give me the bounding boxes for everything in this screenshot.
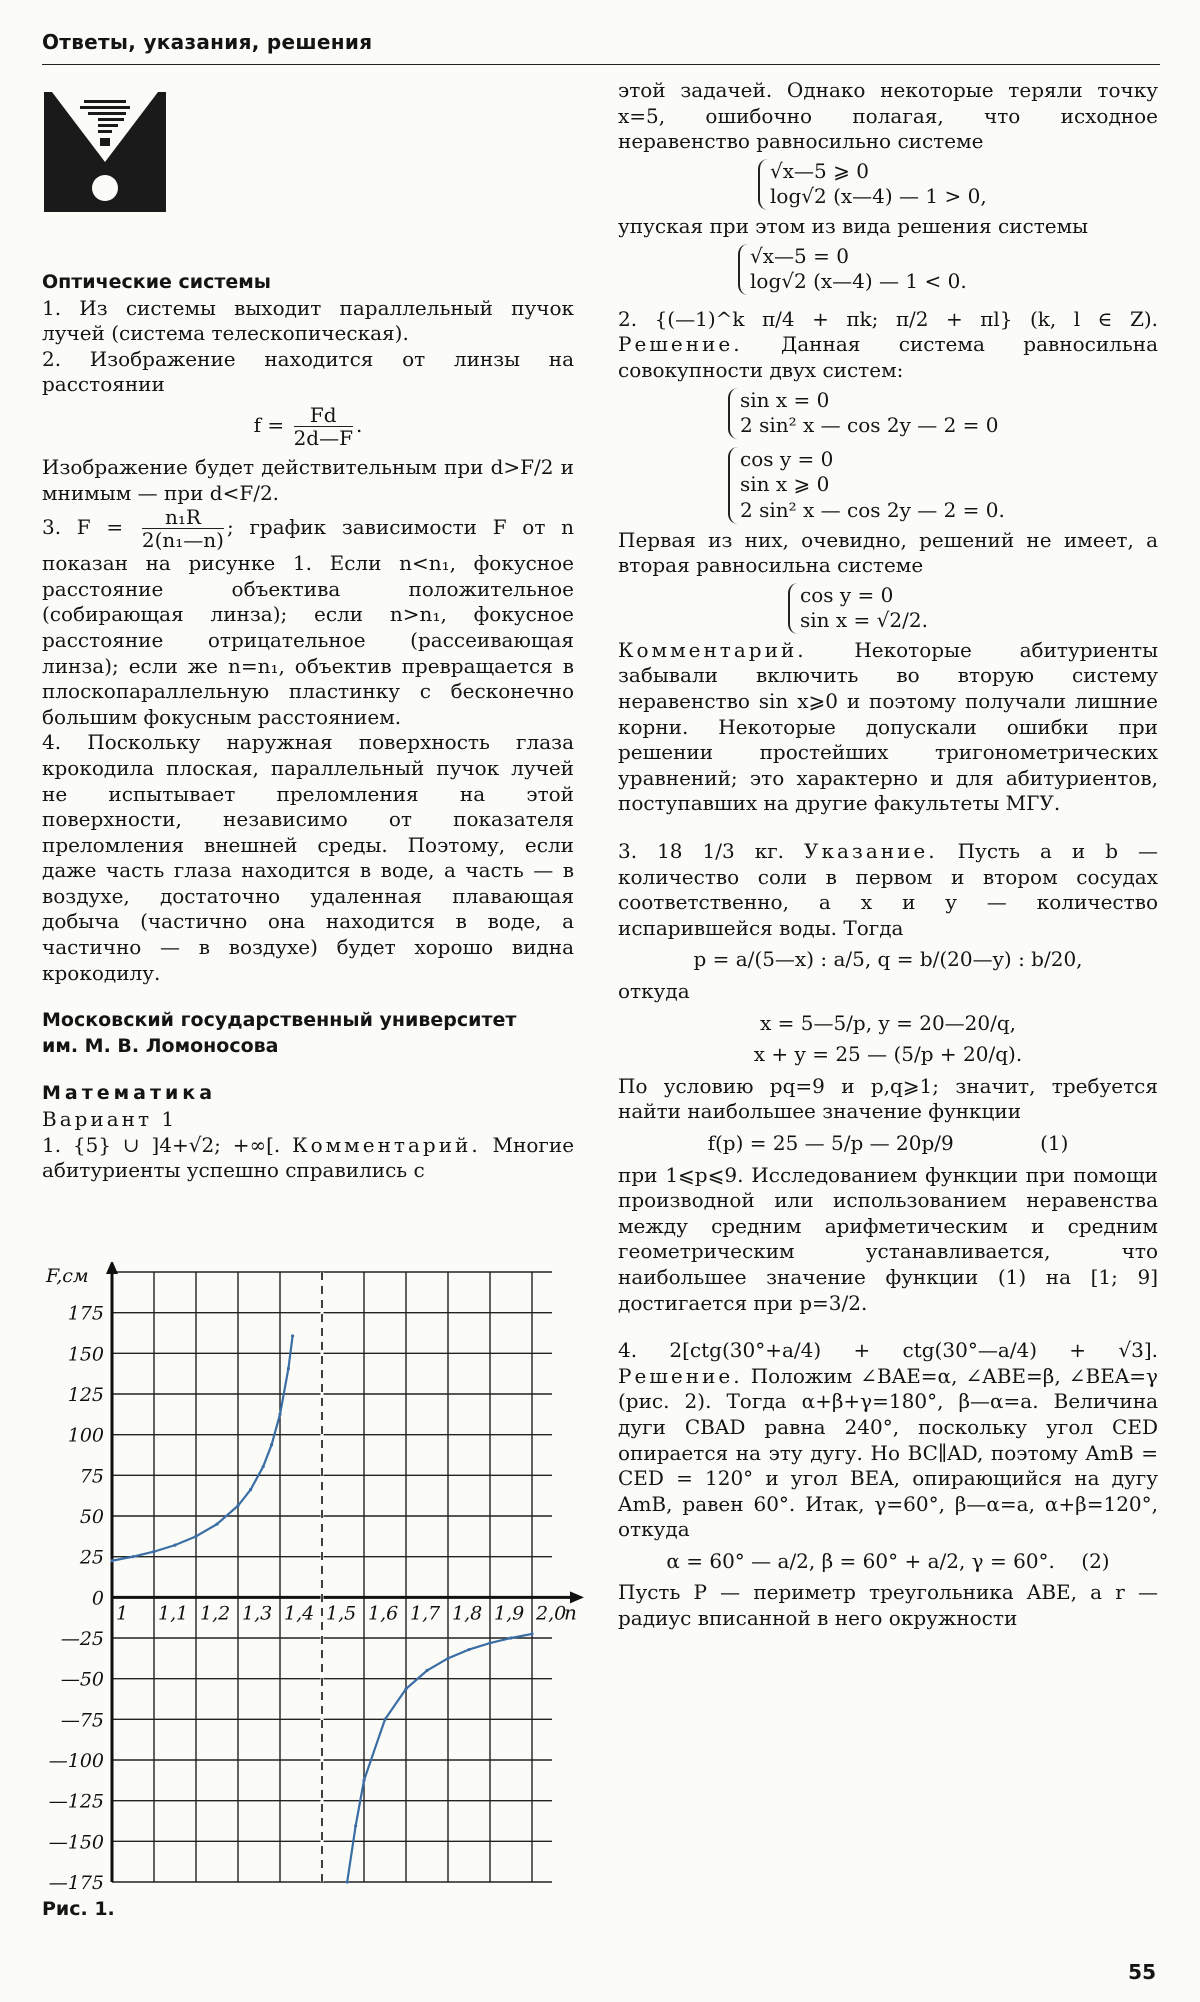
formula-f-den: 2d—F — [293, 425, 353, 450]
series-0-point-5 — [215, 1523, 218, 1526]
formula-p: p = a/(5—x) : a/5, q = b/(20—y) : b/20, — [693, 947, 1083, 972]
series-1-point-3 — [383, 1718, 386, 1721]
x-tick-label-0: 1 — [116, 1602, 129, 1625]
y-tick-label-14: —175 — [48, 1872, 104, 1894]
otkuda-text: откуда — [618, 979, 690, 1003]
system-a-line-2: log√2 (x—4) — 1 > 0, — [770, 184, 987, 209]
series-1-point-5 — [425, 1669, 428, 1672]
series-line-0 — [112, 1336, 293, 1561]
r-para-4: По условию pq=9 и p,q⩾1; значит, требуется найти наибольшее значение функции — [618, 1073, 1158, 1124]
series-0-point-8 — [262, 1465, 265, 1468]
system-a — [758, 159, 987, 210]
x-tick-label-4: 1,4 — [284, 1602, 315, 1625]
r-para-6: Пусть P — периметр треугольника ABE, а r — радиус вписанной в него окружности — [618, 1580, 1158, 1631]
series-0-point-7 — [249, 1488, 252, 1491]
x-tick-label-1: 1,1 — [158, 1602, 189, 1625]
system-b-line-1: √x—5 = 0 — [750, 243, 849, 268]
answer-3-den: 2(n₁—n) — [141, 528, 224, 553]
series-0-point-9 — [270, 1443, 273, 1446]
math-answer-2-label: Решение. — [618, 332, 743, 357]
r-para-3: Первая из них, очевидно, решений не имеет, а вторая равносильна системе — [618, 527, 1158, 578]
x-tick-label-8: 1,8 — [452, 1602, 483, 1625]
x-tick-label-6: 1,6 — [368, 1602, 399, 1625]
series-1-point-6 — [446, 1657, 449, 1660]
answer-3 — [42, 506, 574, 730]
system-c — [728, 388, 999, 439]
math-answer-4 — [618, 1338, 1158, 1543]
comment-2 — [618, 638, 1158, 817]
math-answer-1-label: Комментарий. — [292, 1132, 481, 1157]
series-0-point-0 — [110, 1559, 113, 1562]
system-e — [788, 583, 928, 634]
series-0-point-11 — [287, 1367, 290, 1370]
system-d-line-3: 2 sin² x — cos 2y — 2 = 0. — [740, 497, 1005, 522]
x-tick-label-3: 1,3 — [242, 1602, 273, 1625]
y-tick-label-11: —100 — [48, 1750, 104, 1772]
math-answer-1-comment: Многие абитуриенты успешно справились с — [42, 1132, 575, 1183]
figure-1-caption: Рис. 1. — [42, 1898, 115, 1920]
system-d-line-2: sin x ⩾ 0 — [740, 472, 830, 497]
answer-3-text: ; график зависимости F от n показан на рисунке 1. Если n<n₁, фокусное расстояние объектива положительное (собирающая линза); если n>n₁, фокусное расстояние отрицательное (рассеивающая линза); если же n=n₁, объектив превращается в плоскопараллельную пластинку с бесконечно большим фокусным расстоянием. — [42, 515, 574, 729]
series-0-point-10 — [278, 1413, 281, 1416]
y-axis-label: F,см — [46, 1265, 89, 1287]
formula-fp-number: (1) — [1040, 1130, 1069, 1155]
answer-2-text: Изображение будет действительным при d>F/2 и мнимым — при d<F/2. — [42, 454, 574, 505]
system-b-line-2: log√2 (x—4) — 1 < 0. — [750, 269, 967, 294]
header-rule — [42, 64, 1160, 65]
math-answer-3 — [618, 839, 1158, 941]
variant-title: Вариант 1 — [42, 1107, 178, 1132]
answer-1: 1. Из системы выходит параллельный пучок лучей (система телескопическая). — [42, 295, 574, 346]
y-tick-label-5: 50 — [79, 1506, 104, 1528]
x-tick-label-5: 1,5 — [326, 1602, 357, 1625]
section-title-optics: Оптические системы — [42, 271, 271, 293]
formula-f-num: Fd — [294, 404, 353, 427]
system-d — [728, 447, 1005, 524]
series-1-point-2 — [362, 1779, 365, 1782]
y-tick-label-0: 175 — [67, 1302, 104, 1325]
y-tick-label-1: 150 — [67, 1343, 104, 1366]
series-0-point-6 — [236, 1504, 239, 1507]
kvant-logo — [44, 92, 166, 212]
answer-4: 4. Поскольку наружная поверхность глаза крокодила плоская, параллельный пучок лучей не испытывает преломления на этой поверхности, независимо от показателя преломления внешней среды. Поэтому, если даже часть глаза находится в воде, а часть — в воздухе, достаточно удаленная плавающая добыча (частично она находится в воде, а частично — в воздухе) будет хорошо видна крокодилу. — [42, 730, 574, 985]
answer-3-lhs: 3. F = — [42, 515, 124, 540]
math-title: Математика — [42, 1082, 217, 1105]
math-answer-2 — [618, 307, 1158, 384]
system-e-line-2: sin x = √2/2. — [800, 608, 928, 633]
series-1-point-4 — [404, 1687, 407, 1690]
formula-fp — [618, 1131, 1158, 1157]
r-para-5: при 1⩽p⩽9. Исследованием функции при помощи производной или использованием неравенства между средним арифметическим и средним геометрическим устанавливается, что наибольшее значение функции (1) на [1; 9] достигается при p=3/2. — [618, 1162, 1158, 1315]
y-tick-label-13: —150 — [48, 1831, 104, 1854]
math-answer-4-value: 4. 2[ctg(30°+a/4) + ctg(30°—a/4) + √3]. — [618, 1338, 1158, 1363]
x-axis-label: n — [564, 1600, 577, 1625]
left-column — [42, 270, 574, 1184]
y-tick-label-3: 100 — [67, 1424, 104, 1447]
formula-f-lhs: f = — [253, 412, 285, 437]
series-0-point-3 — [173, 1544, 176, 1547]
y-tick-label-10: —75 — [60, 1709, 104, 1732]
answer-2: 2. Изображение находится от линзы на расстоянии — [42, 346, 574, 397]
series-0-point-12 — [291, 1334, 294, 1337]
figure-1-chart — [42, 1262, 590, 1894]
x-tick-label-10: 2,0 — [536, 1602, 567, 1625]
answer-3-fraction — [142, 506, 224, 551]
formula-abg-number: (2) — [1081, 1548, 1110, 1573]
system-b — [738, 244, 967, 295]
y-tick-label-2: 125 — [67, 1384, 104, 1406]
system-d-line-1: cos y = 0 — [740, 446, 834, 471]
msu-title-1: Московский государственный университет — [42, 1009, 517, 1032]
msu-title-2: им. М. В. Ломоносова — [42, 1034, 279, 1057]
page-header: Ответы, указания, решения — [42, 30, 373, 54]
y-tick-label-8: —25 — [60, 1628, 104, 1650]
y-tick-label-6: 25 — [79, 1546, 104, 1569]
y-tick-label-12: —125 — [48, 1790, 104, 1813]
formula-f: f = $\frac{Fd}{2d—F}$ . — [253, 402, 363, 450]
system-a-line-1: √x—5 ⩾ 0 — [770, 158, 869, 183]
series-1-point-7 — [467, 1648, 470, 1651]
series-1-point-9 — [509, 1636, 512, 1639]
x-tick-label-7: 1,7 — [410, 1602, 441, 1625]
y-tick-label-7: 0 — [91, 1587, 104, 1610]
page-number: 55 — [1128, 1960, 1156, 1984]
answer-3-num: n₁R — [142, 506, 224, 529]
math-answer-1-value: 1. {5} ∪ ]4+√2; +∞[. — [42, 1132, 281, 1157]
formula-abg — [618, 1549, 1158, 1575]
x-tick-label-2: 1,2 — [200, 1602, 231, 1625]
system-c-line-2: 2 sin² x — cos 2y — 2 = 0 — [740, 413, 999, 438]
y-axis-arrow — [106, 1262, 118, 1274]
math-answer-1 — [42, 1133, 574, 1184]
y-tick-label-4: 75 — [79, 1465, 104, 1488]
y-tick-label-9: —50 — [60, 1668, 104, 1691]
math-answer-2-text: Данная система равносильна совокупности двух систем: — [618, 332, 1159, 382]
series-0-point-1 — [131, 1555, 134, 1558]
formula-abg-body: α = 60° — a/2, β = 60° + a/2, γ = 60°. — [666, 1548, 1055, 1573]
system-e-line-1: cos y = 0 — [800, 582, 894, 607]
comment-2-label: Комментарий. — [618, 637, 807, 662]
comment-2-text: Некоторые абитуриенты забывали включить во вторую систему неравенство sin x⩾0 и поэтому получали лишние корни. Некоторые допускали ошибки при решении простейших тригонометрических уравнений; это характерно и для абитуриентов, поступавших на другие факультеты МГУ. — [618, 637, 1158, 816]
math-answer-4-label: Решение. — [618, 1363, 743, 1388]
x-tick-label-9: 1,9 — [494, 1602, 525, 1625]
series-1-point-10 — [530, 1632, 533, 1635]
formula-xy: x + y = 25 — (5/p + 20/q). — [753, 1042, 1023, 1067]
right-column — [618, 78, 1158, 1632]
series-1-point-1 — [354, 1824, 357, 1827]
formula-f-fraction — [294, 404, 353, 449]
series-1-point-0 — [346, 1880, 349, 1883]
math-answer-3-label: Указание. — [804, 839, 938, 864]
series-0-point-4 — [194, 1535, 197, 1538]
math-answer-3-text: Пусть a и b — количество соли в первом и втором сосудах соответственно, а x и y — количество испарившейся воды. Тогда — [618, 839, 1159, 940]
math-answer-4-text: Положим ∠BAE=α, ∠ABE=β, ∠BEA=γ (рис. 2). Тогда α+β+γ=180°, β—α=a. Величина дуги CBAD равна 240°, поскольку угол CED опирается на эту дугу. Но BC∥AD, поэтому AmB = CED = 120° и угол BEA, опирающийся на дугу AmB, равен 60°. Итак, γ=60°, β—α=a, α+β=120°, откуда — [618, 1363, 1159, 1542]
r-para-2: упуская при этом из вида решения системы — [618, 213, 1089, 238]
system-c-line-1: sin x = 0 — [740, 387, 830, 412]
r-para-1: этой задачей. Однако некоторые теряли точку x=5, ошибочно полагая, что исходное неравенство равносильно системе — [618, 78, 1158, 154]
formula-x: x = 5—5/p, y = 20—20/q, — [759, 1010, 1017, 1035]
series-line-1 — [347, 1634, 532, 1882]
series-1-point-8 — [488, 1641, 491, 1644]
formula-fp-body: f(p) = 25 — 5/p — 20p/9 — [707, 1130, 954, 1155]
math-answer-2-value: 2. {(—1)^k π/4 + πk; π/2 + πl} (k, l ∈ Z). — [618, 306, 1158, 331]
series-0-point-2 — [152, 1550, 155, 1553]
math-answer-3-value: 3. 18 1/3 кг. — [618, 839, 785, 864]
